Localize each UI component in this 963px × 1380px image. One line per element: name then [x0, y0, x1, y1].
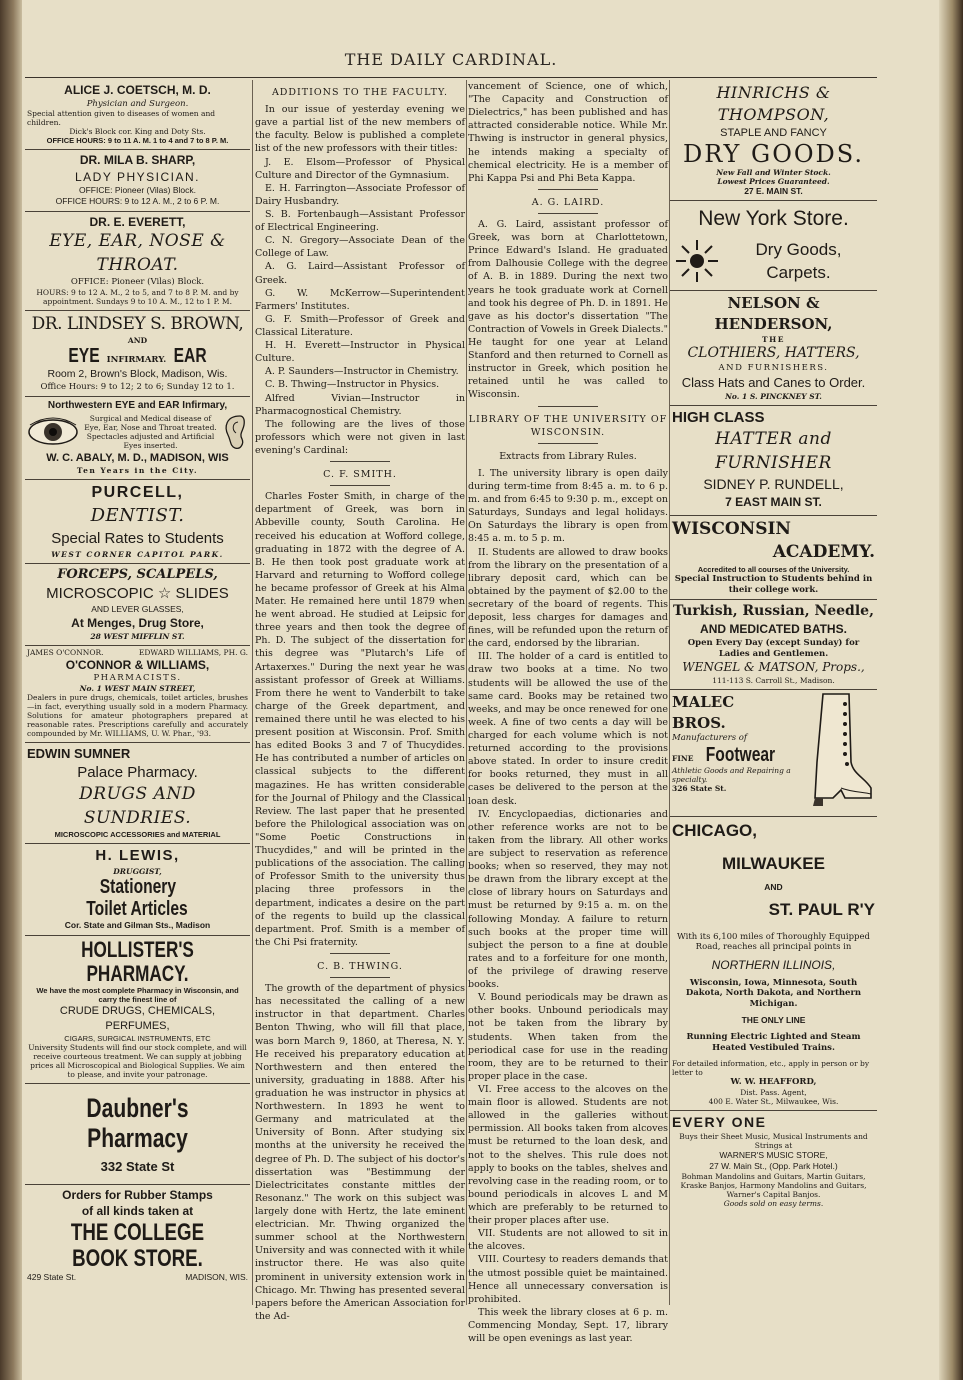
ad-nelson-name: NELSON & HENDERSON,: [714, 294, 833, 333]
ad-everett-hours: HOURS: 9 to 12 A. M., 2 to 5, and 7 to 8 P. M. and by appointment. Sundays 9 to 10 A. M., 12 to 1 P. M.: [36, 287, 239, 306]
ad-abaly-desc: Surgical and Medical disease of Eye, Ear, Nose and Throat treated. Spectacles adjusted and Artificial Eyes inserted.: [84, 413, 217, 450]
ad-menges-line1: FORCEPS, SCALPELS,: [57, 566, 218, 582]
sun-emblem-icon: [672, 236, 722, 286]
ad-daubner: [25, 1084, 250, 1184]
article-divider: [538, 443, 598, 444]
ad-purcell-rates: Special Rates to Students: [51, 530, 224, 548]
ad-abaly: [25, 397, 250, 480]
ad-malec-body: [672, 692, 875, 812]
ad-hollister-goods: CRUDE DRUGS, CHEMICALS, PERFUMES,: [59, 1004, 216, 1033]
library-rule: V. Bound periodicals may be drawn as other books. Unbound periodicals may not be taken from the library by students. When taken from the periodical case for use in the reading room, they are to be returned to their proper place in the case.: [468, 992, 668, 1082]
ad-hinrichs-prices: Lowest Prices Guaranteed.: [717, 176, 830, 186]
library-rule: III. The holder of a card is entitled to draw two books at a time. No two students will be allowed the use of the same card. Books may be retained two weeks, and may be once renewed for one week. A fine of two cents a day will be charged for each volume which is not returned according to the provisions above stated. In order to insure credit for books returned, they must in all cases be delivered to the person at the loan desk.: [468, 651, 668, 807]
faculty-item: C. N. Gregory—Associate Dean of the College of Law.: [255, 235, 465, 260]
ad-hollister: [25, 936, 250, 1085]
ad-everett-specialty: EYE, EAR, NOSE & THROAT.: [49, 231, 226, 275]
article-divider: [330, 461, 390, 462]
ad-malec-footwear-line: [672, 744, 793, 766]
ad-menges-line4: At Menges, Drug Store,: [71, 615, 204, 630]
ad-newyork-line2: Carpets.: [766, 263, 831, 283]
left-ads-column: [25, 80, 250, 1310]
ad-lewis-stationery: Stationery: [99, 875, 176, 898]
ad-academy-accredited: Accredited to all courses of the University.: [697, 564, 850, 574]
ad-oconnor-partners: [27, 648, 248, 657]
library-subtitle: Extracts from Library Rules.: [499, 450, 637, 462]
ad-hollister-goods2: CIGARS, SURGICAL INSTRUMENTS, ETC: [64, 1034, 211, 1044]
ad-academy: [670, 516, 877, 600]
ad-hollister-desc: University Students will find our stock complete, and will receive courteous treatment. We can supply at jobbing prices all Microscopical and Biological Supplies. We aim to please, and invite your patronage.: [28, 1043, 247, 1080]
ad-malec-footwear: Footwear: [706, 743, 776, 766]
ad-newyork: [670, 201, 877, 291]
masthead-rule: [25, 77, 877, 78]
laird-text: A. G. Laird, assistant professor of Greek, was born at Charlottetown, Prince Edward's Island. He graduated from Dalhousie College with the degree of A. B. in 1889. During the next two years he took graduate work at Cornell and took his degree of Ph. D. in 1891. He gave as his doctor's dissertation "The Contraction of Vowels in Greek Dialects." He taught for one year at Leland Stanford and then returned to Cornell as instructor in Greek, which position he retained until he was called to Wisconsin.: [468, 218, 668, 401]
ad-menges: [25, 564, 250, 646]
ad-lewis-goods-line: [27, 876, 248, 920]
ad-abaly-name: W. C. ABALY, M. D., MADISON, WIS: [46, 451, 229, 464]
ad-brown-infirmary: INFIRMARY.: [106, 355, 167, 366]
ad-bookstore: [25, 1185, 250, 1288]
ad-nelson-the: THE: [762, 334, 785, 344]
column-rule-2: [466, 80, 467, 1305]
ad-railway-trains: Running Electric Lighted and Steam Heated Vestibuled Trains.: [686, 1032, 861, 1053]
ad-rundell-line1: HIGH CLASS: [672, 408, 765, 426]
ad-railway-region: NORTHERN ILLINOIS,: [711, 958, 836, 973]
ad-warner-name: EVERY ONE: [672, 1113, 767, 1130]
ad-newyork-name: New York Store.: [698, 207, 849, 231]
ad-sumner-drugs: DRUGS AND SUNDRIES.: [79, 784, 196, 828]
library-rule: II. Students are allowed to draw books from the library on the presentation of a library deposit card, which can be obtained by the payment of $2.00 to the secretary of the board of regents. This deposit, less charges for damages and fines, will be refunded upon the return of the card, endorsed by the librarian.: [468, 546, 668, 650]
ad-railway-line1: CHICAGO,: [672, 820, 757, 840]
ad-railway-and: AND: [764, 881, 783, 892]
faculty-item: G. W. McKerrow—Superintendent Farmers' Institutes.: [255, 287, 465, 312]
ad-oconnor-name: O'CONNOR & WILLIAMS,: [65, 657, 210, 672]
ad-menges-line2: MICROSCOPIC ☆ SLIDES: [46, 584, 229, 602]
ad-sharp-title: LADY PHYSICIAN.: [75, 169, 200, 184]
article-divider: [330, 485, 390, 486]
ad-coetsch-title: Physician and Surgeon.: [86, 98, 189, 109]
ad-malec-athletic: Athletic Goods and Repairing a specialty.: [672, 765, 791, 784]
faculty-item: A. P. Saunders—Instructor in Chemistry.: [265, 366, 459, 378]
ad-brown: [25, 311, 250, 398]
ad-nelson: [670, 291, 877, 405]
ad-bookstore-orders: Orders for Rubber Stamps: [62, 1187, 213, 1202]
boot-icon: [793, 692, 875, 812]
ad-warner-brands: Bohman Mandolins and Guitars, Martin Guitars, Kraske Banjos, Harmony Mandolins and Guitars, Warner's Capital Banjos.: [680, 1171, 867, 1199]
ad-warner-store: WARNER'S MUSIC STORE,: [719, 1150, 828, 1161]
ad-hollister-tagline: We have the most complete Pharmacy in Wisconsin, and carry the finest line of: [36, 985, 239, 1004]
ad-baths-open: Open Every Day (except Sunday) for Ladies and Gentlemen.: [687, 638, 860, 659]
ad-abaly-body: [27, 413, 248, 451]
faculty-headline: ADDITIONS TO THE FACULTY.: [271, 87, 449, 98]
article-column-1: [255, 80, 465, 1322]
ad-bookstore-name: THE COLLEGE BOOK STORE.: [70, 1218, 205, 1273]
ad-oconnor-desc: Dealers in pure drugs, chemicals, toilet articles, brushes—in fact, everything usually sold in a modern Pharmacy. Solutions for amateur photographers prepared at reasonable rates. Prescriptions carefully and accurately compounded by Mr. WILLIAMS, U. W. Phar., '93.: [27, 692, 248, 738]
ad-coetsch-address: Dick's Block cor. King and Doty Sts.: [69, 127, 206, 137]
ad-academy-special: Special Instruction to Students behind in their college work.: [674, 573, 873, 595]
ad-sharp-office: OFFICE: Pioneer (Vilas) Block.: [79, 185, 196, 196]
ad-hinrichs: [670, 80, 877, 201]
smith-text: Charles Foster Smith, in charge of the department of Greek, was born in Abbeville county, South Carolina. He received his education at Wofford college, graduating in 1872 with the degree of A. B. He then took post graduate work at Harvard and returning to Wofford college he became professor of Greek at his Alma Mater. He remained here until 1879 when he went abroad. He studied at Leipsic for three years and then took the degree of Ph. D. The subject of the dissertation for this degree was "Plutarch's Life of Artaxerxes." During the next year he was assistant professor of Greek at Williams. From there he went to Vanderbilt to take charge of the Greek department, and remained there until he was elected to his present position at Wisconsin. Prof. Smith has edited Books 3 and 7 of Thucydides. He has contributed a number of articles on classical subjects to the different magazines. He has written considerable for the Journal of Philogy and the Classical Review. The last paper that he presented before the Philological association was on "Some Poetic Constructions in Thucydides," and will be printed in the publications of the association. The calling of Professor Smith to the university thus placing three professors in the department, indicates a desire on the part of the regents to build up the classical department. Prof. Smith is a member of the Chi Psi fraternity.: [255, 491, 465, 948]
ad-oconnor-right-name: EDWARD WILLIAMS, PH. G.: [138, 647, 248, 657]
library-closing: This week the library closes at 6 p. m. Commencing Monday, Sept. 17, library will be open evenings as last year.: [468, 1306, 668, 1345]
faculty-item: Alfred Vivian—Instructor in Pharmacognostical Chemistry.: [255, 392, 465, 417]
ad-railway-line3: ST. PAUL R'Y: [768, 900, 875, 920]
ad-brown-room: Room 2, Brown's Block, Madison, Wis.: [47, 368, 228, 381]
article-divider: [538, 406, 598, 407]
faculty-outro: The following are the lives of those professors which were not given in last evening's Cardinal:: [255, 418, 465, 456]
article-divider: [330, 953, 390, 954]
ad-coetsch-name: ALICE J. COETSCH, M. D.: [64, 83, 211, 97]
ad-railway-address: 400 E. Water St., Milwaukee, Wis.: [708, 1096, 839, 1106]
ad-nelson-line2: AND FURNISHERS.: [718, 363, 829, 373]
faculty-item: J. E. Elsom—Professor of Physical Culture and Director of the Gymnasium.: [255, 156, 465, 181]
ad-nelson-address: No. 1 S. PINCKNEY ST.: [725, 391, 822, 401]
ad-coetsch-hours: OFFICE HOURS: 9 to 11 A. M. 1 to 4 and 7 to 8 P. M.: [46, 136, 229, 146]
ad-brown-eye-ear-line: [27, 345, 248, 367]
smith-headline: C. F. SMITH.: [323, 469, 397, 481]
thwing-text: The growth of the department of physics has necessitated the calling of a new instructor in that department. Charles Benton Thwing, who will fill that place, was born March 9, 1860, at Theresa, N. Y. He received his preparatory education at Northwestern and then entered the university, graduating in 1888. After his graduation he was instructor in physics at Northwestern. In 1893 he went to Germany and matriculated at the University of Bonn. After studying six months at the university he received the degree of Ph. D. The subject of his doctor's dissertation was "Bestimmung der Dielectricitates constante mittles der Resonanz." The work on this subject was largely done with Hertz, the late eminent electrician. Mr. Thwing organized the summer school at the Northwestern University and was connected with it while instructor there. He was also quite prominent in university extension work in Chicago. Mr. Thwing has presented several papers before the American Association for the Ad-: [255, 983, 465, 1322]
ad-everett: [25, 212, 250, 311]
ad-hinrichs-line: STAPLE AND FANCY: [720, 127, 827, 140]
article-divider: [330, 977, 390, 978]
ad-everett-office: OFFICE: Pioneer (Vilas) Block.: [70, 276, 205, 287]
ad-malec-maker: Manufacturers of: [672, 733, 748, 744]
ad-railway-line2: MILWAUKEE: [722, 854, 825, 874]
ad-academy-line1: WISCONSIN: [672, 519, 791, 540]
binding-left-edge: [0, 0, 22, 1380]
library-rule: VII. Students are not allowed to sit in the alcoves.: [468, 1228, 668, 1253]
ad-sumner-name: EDWIN SUMNER: [27, 745, 131, 761]
ad-warner-address: 27 W. Main St., (Opp. Park Hotel.): [709, 1160, 838, 1171]
ad-sumner-micro: MICROSCOPIC ACCESSORIES and MATERIAL: [54, 830, 221, 840]
ad-baths: [670, 600, 877, 690]
faculty-item: S. B. Fortenbaugh—Assistant Professor of Electrical Engineering.: [255, 208, 465, 234]
ad-sumner: [25, 743, 250, 845]
library-rule: I. The university library is open daily during term-time from 8:45 a. m. to 6 p. m. and from 6:45 to 9:30 p. m., except on Saturdays, Sundays and legal holidays. On Saturdays the library is open from 8:45 a. m. to 5 p. m.: [468, 467, 668, 545]
ad-baths-line1: Turkish, Russian, Needle,: [673, 603, 874, 620]
ad-sharp-name: DR. MILA B. SHARP,: [79, 153, 196, 168]
right-ads-column: [670, 80, 877, 1310]
ad-coetsch: [25, 80, 250, 150]
ad-malec-address: 326 State St.: [672, 783, 727, 793]
ad-bookstore-city: MADISON, WIS.: [185, 1272, 248, 1283]
ad-hollister-name: HOLLISTER'S PHARMACY.: [81, 936, 194, 986]
ad-brown-eye: EYE: [67, 345, 100, 368]
ad-lewis-address: Cor. State and Gilman Sts., Madison: [64, 919, 211, 930]
ad-sumner-pharmacy: Palace Pharmacy.: [77, 763, 198, 781]
ad-lewis: [25, 844, 250, 935]
article-column-2: [468, 80, 668, 1345]
ad-lewis-name: H. LEWIS,: [95, 847, 180, 865]
ad-baths-line2: AND MEDICATED BATHS.: [700, 622, 847, 637]
ad-rundell-name: SIDNEY P. RUNDELL,: [703, 476, 844, 493]
ad-abaly-years: Ten Years in the City.: [76, 466, 199, 476]
library-rule: VIII. Courtesy to readers demands that the utmost possible quiet be maintained. Hence all unnecessary conversation is prohibited.: [468, 1254, 668, 1305]
ad-bookstore-kinds: of all kinds taken at: [81, 1204, 194, 1219]
ad-brown-hours: Office Hours: 9 to 12; 2 to 6; Sunday 12 to 1.: [40, 381, 235, 392]
faculty-item: E. H. Farrington—Associate Professor of Dairy Husbandry.: [255, 182, 465, 207]
article-divider: [538, 189, 598, 190]
laird-headline: A. G. LAIRD.: [531, 196, 605, 208]
ad-baths-address: 111-113 S. Carroll St., Madison.: [712, 675, 835, 685]
ad-railway-agent: W. W. HEAFFORD,: [730, 1077, 817, 1088]
ad-rundell-address: 7 EAST MAIN ST.: [725, 495, 822, 510]
faculty-item: C. B. Thwing—Instructor in Physics.: [265, 379, 440, 391]
ad-baths-name: WENGEL & MATSON, Props.,: [682, 660, 865, 675]
ad-malec-name: MALEC BROS.: [672, 692, 735, 732]
ad-lewis-title: DRUGGIST,: [113, 866, 162, 876]
ad-daubner-address: 332 State St: [100, 1158, 175, 1174]
eye-icon: [27, 415, 79, 449]
ad-railway-states: Wisconsin, Iowa, Minnesota, South Dakota, North Dakota, and Northern Michigan.: [685, 977, 862, 1009]
column-rule-1: [252, 80, 253, 1305]
masthead: THE DAILY CARDINAL.: [344, 50, 558, 69]
ad-brown-ear: EAR: [173, 345, 207, 368]
ear-icon: [222, 413, 248, 451]
ad-brown-and: AND: [127, 336, 148, 346]
ad-warner-line1: Buys their Sheet Music, Musical Instruments and Strings at: [679, 1132, 868, 1151]
ad-menges-line3: AND LEVER GLASSES,: [91, 604, 184, 615]
ad-oconnor-left-name: JAMES O'CONNOR.: [27, 647, 104, 657]
thwing-headline: C. B. THWING.: [317, 961, 403, 972]
binding-right-edge: [939, 0, 963, 1380]
ad-oconnor-title: PHARMACISTS.: [93, 673, 182, 684]
ad-newyork-lines: [722, 238, 875, 285]
ad-railway-info: For detailed information, etc., apply in person or by letter to: [672, 1059, 870, 1078]
ad-malec-fine: FINE: [672, 753, 694, 763]
ad-bookstore-street: 429 State St.: [27, 1272, 77, 1283]
ad-newyork-body: [672, 236, 875, 286]
ad-rundell: [670, 406, 877, 516]
ad-lewis-toilet: Toilet Articles: [86, 897, 189, 920]
ad-hinrichs-goods: DRY GOODS.: [682, 140, 865, 169]
ad-bookstore-footer: [27, 1272, 248, 1283]
ad-nelson-line3: Class Hats and Canes to Order.: [681, 374, 866, 390]
ad-purcell-address: WEST CORNER CAPITOL PARK.: [51, 549, 224, 559]
ad-hinrichs-name: HINRICHS & THOMPSON,: [716, 83, 831, 125]
ad-oconnor: [25, 646, 250, 743]
thwing-continued: vancement of Science, one of which, "The Capacity and Construction of Dielectrics," has been published and has attracted considerable notice. While Mr. Thwing is instructor in general physics, he intends making a specialty of chemical electricity. He is a member of Phi Kappa Psi and Phi Beta Kappa.: [468, 81, 668, 184]
ad-warner: [670, 1111, 877, 1212]
ad-railway: [670, 817, 877, 1111]
ad-daubner-name: Daubner's Pharmacy: [86, 1093, 189, 1153]
ad-sharp-hours: OFFICE HOURS: 9 to 12 A. M., 2 to 6 P. M.: [55, 195, 220, 206]
ad-newyork-line1: Dry Goods,: [755, 239, 842, 259]
ad-purcell-name: PURCELL,: [91, 484, 184, 502]
ad-hinrichs-stock: New Fall and Winter Stock.: [716, 167, 831, 177]
library-rule: VI. Free access to the alcoves on the main floor is allowed. Students are not allowed in the galleries without permission. All books taken from alcoves must be returned to the loan desk, and not to the shelves. This rule does not apply to books on the tables, shelves and revolving case in the reading room, or to bound periodicals in alcoves L and M which are preferably to be returned to their proper places after use.: [468, 1083, 668, 1227]
ad-malec-text: [672, 692, 793, 812]
ad-hinrichs-address: 27 E. MAIN ST.: [744, 185, 803, 196]
ad-railway-title: Dist. Pass. Agent,: [740, 1087, 807, 1097]
ad-academy-line2: ACADEMY.: [772, 542, 875, 563]
ad-purcell: [25, 480, 250, 564]
ad-everett-name: DR. E. EVERETT,: [89, 214, 186, 229]
ad-warner-terms: Goods sold on easy terms.: [723, 1198, 824, 1208]
faculty-item: H. H. Everett—Instructor in Physical Culture.: [255, 340, 465, 365]
article-divider: [538, 213, 598, 214]
ad-purcell-dentist: DENTIST.: [90, 505, 185, 527]
ad-malec: [670, 690, 877, 817]
ad-coetsch-note: Special attention given to diseases of women and children.: [27, 109, 216, 128]
ad-railway-only: THE ONLY LINE: [741, 1015, 806, 1026]
ad-oconnor-address: No. 1 WEST MAIN STREET,: [79, 683, 196, 693]
ad-brown-name: DR. LINDSEY S. BROWN,: [31, 313, 244, 334]
faculty-item: G. F. Smith—Professor of Greek and Classical Literature.: [255, 313, 465, 338]
library-rule: IV. Encyclopaedias, dictionaries and other reference works are not to be taken from the library. All other works are subject to reservation as reference books; when so reserved, they may not be drawn from the library except at the close of library hours on Saturdays and must be returned by 9:15 a. m. on the following Monday. A failure to return such books at the proper time will subject the person to a fine at double rates and to a forfeiture for one month, of the privilege of drawing reserve books.: [468, 808, 668, 991]
ad-sharp: [25, 150, 250, 211]
ad-rundell-line2: HATTER and FURNISHER: [715, 429, 832, 473]
ad-abaly-title: Northwestern EYE and EAR Infirmary,: [47, 400, 228, 412]
faculty-item: A. G. Laird—Assistant Professor of Greek.: [255, 261, 465, 286]
faculty-intro: In our issue of yesterday evening we gave a partial list of the new members of the faculty. Below is published a complete list of the new professors with their titles:: [255, 104, 465, 155]
ad-railway-miles: With its 6,100 miles of Thoroughly Equipped Road, reaches all principal points in: [677, 931, 870, 953]
ad-menges-address: 28 WEST MIFFLIN ST.: [90, 631, 185, 641]
library-headline: LIBRARY OF THE UNIVERSITY OF WISCONSIN.: [468, 413, 668, 438]
ad-nelson-line1: CLOTHIERS, HATTERS,: [687, 344, 860, 361]
